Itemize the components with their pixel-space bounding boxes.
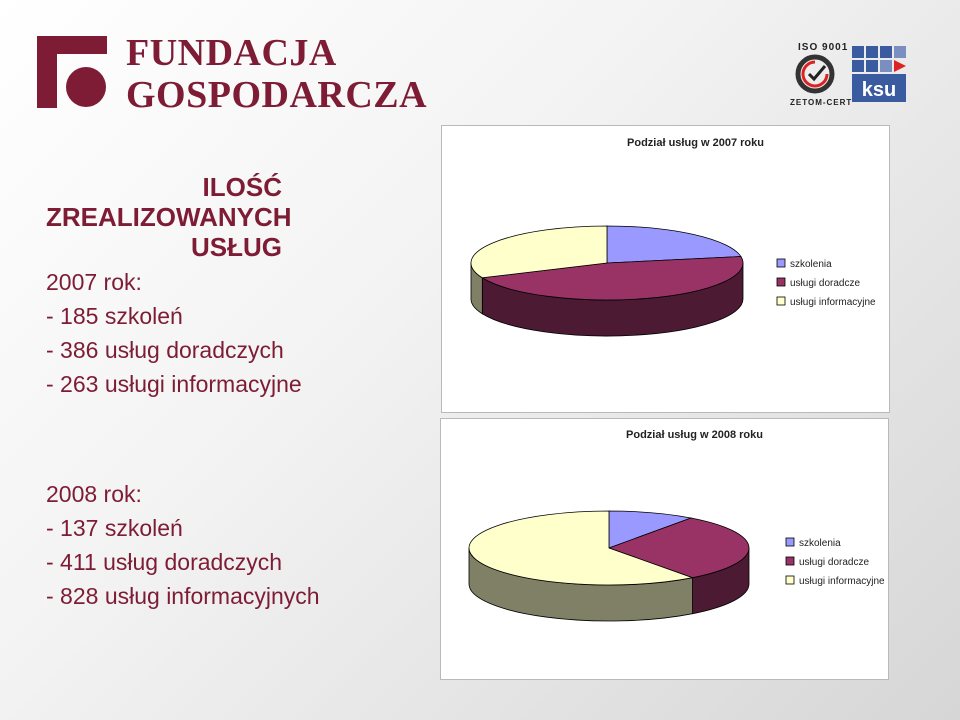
year-2008-line-2: - 411 usług doradczych <box>46 549 283 575</box>
legend-label: szkolenia <box>799 538 841 549</box>
chart-legend <box>777 259 876 308</box>
year-2007-line-2: - 386 usług doradczych <box>46 337 284 363</box>
heading-line-2: ZREALIZOWANYCH <box>46 202 292 232</box>
pie-chart-2007 <box>441 125 890 413</box>
foundation-logo-text <box>126 32 427 116</box>
pie-chart-2008-svg <box>441 419 888 679</box>
logo-line-2: GOSPODARCZA <box>126 74 428 116</box>
year-2008-label: 2008 rok: <box>46 481 142 507</box>
year-2007-line-1: - 185 szkoleń <box>46 303 183 329</box>
chart-title: Podział usług w 2007 roku <box>627 137 764 149</box>
year-2007-label: 2007 rok: <box>46 269 142 295</box>
legend-swatch <box>786 576 794 584</box>
certification-logos <box>790 40 915 110</box>
summary-2007 <box>46 172 406 401</box>
ksu-text: ksu <box>861 79 897 101</box>
legend-label: usługi informacyjne <box>790 297 876 308</box>
pie-chart-2007-svg <box>442 126 889 412</box>
legend-label: usługi doradcze <box>799 557 870 568</box>
legend-swatch <box>786 557 794 565</box>
chart-title: Podział usług w 2008 roku <box>626 429 763 441</box>
zetom-cert-icon <box>795 54 835 94</box>
zetom-cert-label: ZETOM-CERT <box>790 98 853 107</box>
heading-line-3: USŁUG <box>191 232 282 262</box>
legend-swatch <box>786 538 794 546</box>
summary-2008 <box>46 478 426 613</box>
iso-label: ISO 9001 <box>798 42 849 53</box>
foundation-logo-mark <box>37 36 107 108</box>
legend-label: szkolenia <box>790 259 832 270</box>
legend-label: usługi informacyjne <box>799 576 885 587</box>
legend-label: usługi doradcze <box>790 278 861 289</box>
year-2007-line-3: - 263 usługi informacyjne <box>46 371 302 397</box>
legend-swatch <box>777 297 785 305</box>
logo-line-1: FUNDACJA <box>126 32 337 74</box>
chart-legend <box>786 538 885 587</box>
section-heading <box>46 172 292 262</box>
pie-slices <box>469 511 749 621</box>
ksu-logo-icon <box>850 44 910 104</box>
legend-swatch <box>777 278 785 286</box>
year-2008-line-1: - 137 szkoleń <box>46 515 183 541</box>
year-2008-line-3: - 828 usług informacyjnych <box>46 583 320 609</box>
heading-line-1: ILOŚĆ <box>202 172 282 202</box>
pie-slices <box>471 226 743 336</box>
pie-chart-2008 <box>440 418 889 680</box>
legend-swatch <box>777 259 785 267</box>
